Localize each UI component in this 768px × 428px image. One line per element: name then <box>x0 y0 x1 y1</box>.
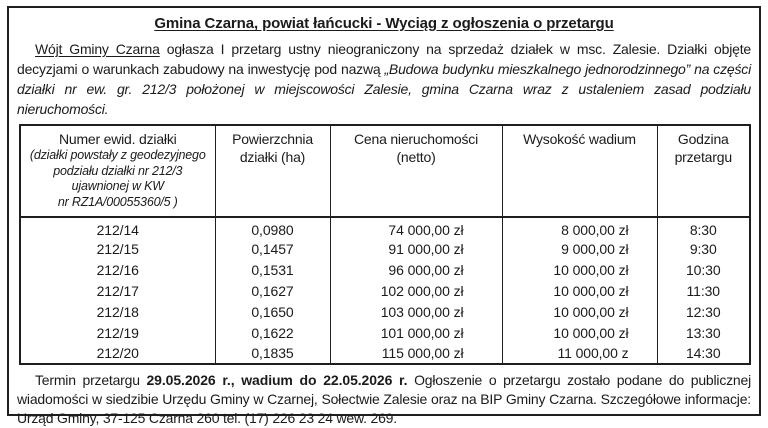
table-row <box>20 301 750 322</box>
header-row <box>20 125 750 217</box>
header-line: przetargu <box>674 149 732 165</box>
col-header-time <box>657 125 750 217</box>
cell-time: 13:30 <box>657 322 750 343</box>
cell-time: 11:30 <box>657 280 750 301</box>
cell-deposit: 10 000,00 zł <box>502 322 657 343</box>
document-title-text: Gmina Czarna, powiat łańcucki - Wyciąg z ogłoszenia o przetargu <box>154 15 614 32</box>
cell-area: 0,1457 <box>215 238 330 259</box>
auction-table <box>19 124 751 365</box>
footer-normal-text-1: Termin przetargu <box>35 372 147 388</box>
cell-deposit: 11 000,00 z <box>502 343 657 364</box>
col-header-plot-number-subtitle <box>21 148 215 210</box>
table-row <box>20 217 750 238</box>
subtitle-line: podziału działki nr 212/3 <box>53 163 183 178</box>
cell-price: 102 000,00 zł <box>330 280 502 301</box>
cell-deposit: 10 000,00 zł <box>502 280 657 301</box>
table-row <box>20 259 750 280</box>
cell-price: 96 000,00 zł <box>330 259 502 280</box>
cell-price: 103 000,00 zł <box>330 301 502 322</box>
header-line: Wysokość wadium <box>523 131 636 147</box>
col-header-deposit <box>502 125 657 217</box>
col-header-plot-number-title: Numer ewid. działki <box>58 131 177 147</box>
cell-area: 0,1627 <box>215 280 330 301</box>
cell-area: 0,1531 <box>215 259 330 280</box>
cell-plot: 212/16 <box>20 259 215 280</box>
table-row <box>20 343 750 364</box>
auction-table-body <box>20 217 750 364</box>
cell-area: 0,1650 <box>215 301 330 322</box>
table-row <box>20 322 750 343</box>
cell-plot: 212/15 <box>20 238 215 259</box>
subtitle-line: nr RZ1A/00055360/5 ) <box>57 194 178 209</box>
cell-price: 115 000,00 zł <box>330 343 502 364</box>
footer-paragraph <box>17 371 751 428</box>
header-line: (netto) <box>396 149 436 165</box>
cell-deposit: 10 000,00 zł <box>502 259 657 280</box>
col-header-area <box>215 125 330 217</box>
cell-time: 9:30 <box>657 238 750 259</box>
document-title <box>9 15 759 32</box>
cell-time: 14:30 <box>657 343 750 364</box>
intro-normal-text: ogłasza I przetarg ustny nieograniczony na sprzedaż działek w msc. Zalesie. Działki objęte decyzjami o warunkach zabudowy na inwestycję pod nazwą <box>17 41 751 77</box>
cell-price: 101 000,00 zł <box>330 322 502 343</box>
header-line: Godzina <box>677 131 729 147</box>
intro-paragraph <box>17 39 751 119</box>
col-header-plot-number <box>20 125 215 217</box>
auction-table-header <box>20 125 750 217</box>
cell-area: 0,1622 <box>215 322 330 343</box>
table-row <box>20 238 750 259</box>
header-line: Powierzchnia <box>232 131 313 147</box>
cell-area: 0,1835 <box>215 343 330 364</box>
cell-plot: 212/14 <box>20 217 215 238</box>
cell-plot: 212/17 <box>20 280 215 301</box>
cell-time: 10:30 <box>657 259 750 280</box>
col-header-price <box>330 125 502 217</box>
subtitle-line: (działki powstały z geodezyjnego <box>29 148 206 162</box>
cell-time: 12:30 <box>657 301 750 322</box>
announcement-document <box>7 6 761 426</box>
cell-plot: 212/20 <box>20 343 215 364</box>
table-row <box>20 280 750 301</box>
header-line: działki (ha) <box>239 149 306 165</box>
cell-plot: 212/18 <box>20 301 215 322</box>
header-line: Cena nieruchomości <box>353 131 479 147</box>
cell-price: 74 000,00 zł <box>330 217 502 238</box>
cell-deposit: 9 000,00 zł <box>502 238 657 259</box>
footer-bold-dates: 29.05.2026 r., wadium do 22.05.2026 r. <box>146 372 408 388</box>
footer-normal-text-2: Ogłoszenie o przetargu zostało podane do publicznej wiadomości w siedzibie Urzędu Gminy w Czarnej, Sołectwie Zalesie oraz na BIP Gminy Czarna. Szczegółowe informacje: Urząd Gminy, 37-125 Czarna 260 tel. (17) 226 23 24 wew. 269. <box>17 372 752 426</box>
cell-deposit: 8 000,00 zł <box>502 217 657 238</box>
intro-underlined-issuer: Wójt Gminy Czarna <box>35 41 160 57</box>
cell-area: 0,0980 <box>215 217 330 238</box>
cell-time: 8:30 <box>657 217 750 238</box>
subtitle-line: ujawnionej w KW <box>71 179 164 193</box>
cell-price: 91 000,00 zł <box>330 238 502 259</box>
cell-deposit: 10 000,00 zł <box>502 301 657 322</box>
cell-plot: 212/19 <box>20 322 215 343</box>
intro-italic-text: „Budowa budynku mieszkalnego jednorodzinnego” na części działki nr ew. gr. 212/3 położonej w miejscowości Zalesie, gmina Czarna wraz z ustaleniem zasad podziału nieruchomości. <box>17 61 751 117</box>
